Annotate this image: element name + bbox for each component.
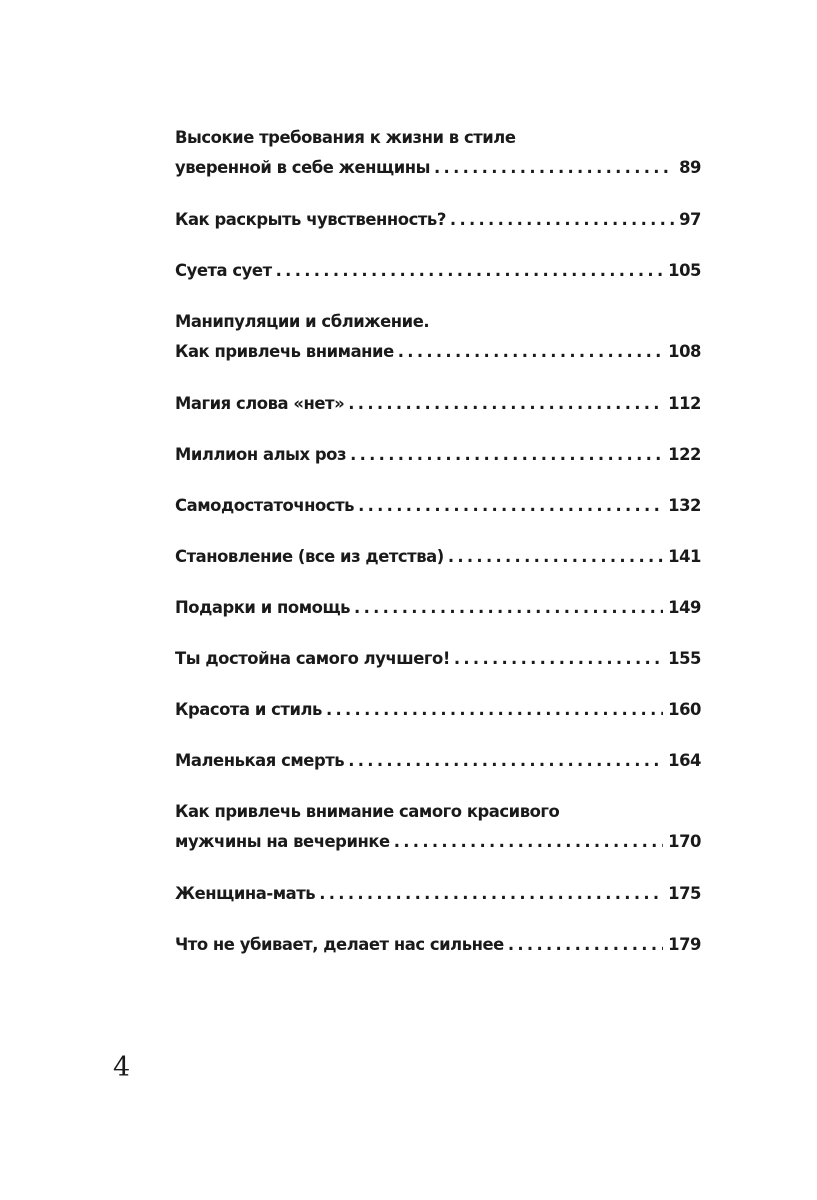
toc-entry-line [175,440,701,470]
dot-leader [394,827,663,857]
toc-entry-line [175,542,701,572]
toc-entry-title: уверенной в себе женщины [175,158,431,177]
toc-entry-title: Магия слова «нет» [175,394,345,413]
toc-entry-title: Манипуляции и сближение. [175,312,430,331]
toc-entry[interactable] [175,123,701,183]
toc-entry-title: Маленькая смерть [175,751,345,770]
toc-page-number: 108 [668,342,701,361]
spacer [175,521,701,542]
toc-page-number: 122 [668,445,701,464]
toc-entry[interactable] [175,256,701,286]
toc-page-number: 170 [668,832,701,851]
toc-entry[interactable] [175,930,701,960]
dot-leader [350,440,663,470]
dot-leader [454,644,663,674]
toc-entry[interactable] [175,879,701,909]
toc-entry-line [175,123,701,153]
toc-entry-title: Женщина-мать [175,884,316,903]
toc-entry-line [175,256,701,286]
toc-entry-line [175,205,701,235]
toc-entry-title: Становление (все из детства) [175,547,444,566]
dot-leader [348,746,663,776]
toc-entry-line [175,797,701,827]
toc-entry-title: Миллион алых роз [175,445,347,464]
toc-entry[interactable] [175,389,701,419]
toc-page-number: 89 [679,158,701,177]
toc-entry-title: Суета сует [175,261,272,280]
toc-entry-line [175,930,701,960]
toc-entry-title: Высокие требования к жизни в стиле [175,128,516,147]
toc-entry-title: Как привлечь внимание [175,342,394,361]
toc-entry-line [175,491,701,521]
toc-entry[interactable] [175,695,701,725]
toc-entry-title: Самодостаточность [175,496,355,515]
toc-entry[interactable] [175,746,701,776]
toc-entry-line [175,644,701,674]
toc-entry[interactable] [175,644,701,674]
toc-page-number: 160 [668,700,701,719]
page-number: 4 [113,1052,131,1083]
dot-leader [326,695,663,725]
toc-entry-title: Как раскрыть чувственность? [175,210,446,229]
toc-entry-line [175,746,701,776]
toc-entry-line [175,337,701,367]
spacer [175,286,701,307]
toc-page-number: 141 [668,547,701,566]
toc-entry-title: Что не убивает, делает нас сильнее [175,935,504,954]
dot-leader [348,389,663,419]
toc-entry[interactable] [175,440,701,470]
toc-entry-line [175,389,701,419]
toc-entry-title: Подарки и помощь [175,598,351,617]
spacer [175,776,701,797]
toc-entry[interactable] [175,542,701,572]
dot-leader [434,153,674,183]
toc-entry-line [175,695,701,725]
dot-leader [358,491,663,521]
dot-leader [319,879,663,909]
toc-page-number: 164 [668,751,701,770]
toc-page-number: 112 [668,394,701,413]
toc-entry-line [175,593,701,623]
toc-page-number: 175 [668,884,701,903]
toc-entry-line [175,879,701,909]
spacer [175,674,701,695]
toc-entry[interactable] [175,491,701,521]
spacer [175,183,701,205]
toc-entry-title: мужчины на вечеринке [175,832,390,851]
toc-page-number: 132 [668,496,701,515]
dot-leader [276,256,664,286]
spacer [175,623,701,644]
spacer [175,367,701,389]
toc-page-number: 149 [668,598,701,617]
dot-leader [354,593,663,623]
toc-page-number: 179 [668,935,701,954]
spacer [175,419,701,440]
toc-entry-line [175,827,701,857]
spacer [175,725,701,746]
table-of-contents [175,123,701,960]
dot-leader [398,337,663,367]
spacer [175,909,701,930]
toc-entry[interactable] [175,797,701,857]
dot-leader [508,930,663,960]
toc-page-number: 155 [668,649,701,668]
toc-entry[interactable] [175,307,701,367]
toc-entry[interactable] [175,593,701,623]
spacer [175,470,701,491]
dot-leader [450,205,674,235]
dot-leader [448,542,663,572]
toc-page-number: 97 [679,210,701,229]
toc-entry[interactable] [175,205,701,235]
toc-page-number: 105 [668,261,701,280]
spacer [175,235,701,256]
toc-entry-title: Ты достойна самого лучшего! [175,649,450,668]
toc-entry-line [175,307,701,337]
spacer [175,572,701,593]
toc-entry-line [175,153,701,183]
toc-entry-title: Как привлечь внимание самого красивого [175,802,560,821]
toc-entry-title: Красота и стиль [175,700,322,719]
spacer [175,857,701,879]
